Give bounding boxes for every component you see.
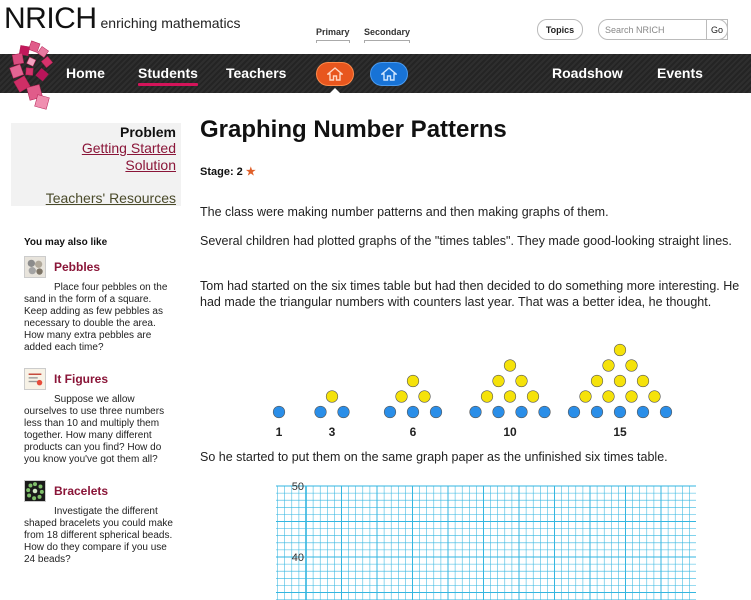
counter-dot [273, 406, 285, 418]
counter-dot [591, 375, 603, 387]
triangle-label: 6 [409, 425, 417, 439]
triangle-label: 15 [613, 425, 627, 439]
nav-roadshow[interactable]: Roadshow [552, 65, 623, 81]
counter-dot [527, 391, 539, 403]
bracelets-thumbnail-icon[interactable] [24, 480, 46, 502]
graph-paper [276, 478, 696, 600]
teachers-resources-link[interactable]: Teachers' Resources [45, 190, 176, 206]
counter-dot [637, 375, 649, 387]
counter-dot [649, 391, 661, 403]
nav-students[interactable]: Students [138, 65, 198, 81]
intro-paragraph: The class were making number patterns and then making graphs of them. [200, 205, 609, 219]
counter-dot [430, 406, 442, 418]
may-also-like-heading: You may also like [24, 237, 108, 248]
solution-link[interactable]: Solution [125, 157, 176, 173]
triangle-label: 1 [275, 425, 283, 439]
counter-dot [637, 406, 649, 418]
counter-dot [516, 406, 528, 418]
nav-home[interactable]: Home [66, 65, 105, 81]
related-description: Place four pebbles on the sand in the form of a square. Keep adding as few pebbles as necessary to double the area. How many extra pebbles are added each time? [24, 282, 168, 353]
counter-dot [568, 406, 580, 418]
nav-teachers[interactable]: Teachers [226, 65, 287, 81]
counter-dot [614, 344, 626, 356]
related-item [24, 480, 174, 566]
related-item [24, 256, 174, 354]
counter-dot [580, 391, 592, 403]
problem-tab: Problem [119, 124, 176, 140]
counter-dot [338, 406, 350, 418]
search-go-button[interactable]: Go [706, 19, 728, 40]
brand-tagline: enriching mathematics [100, 15, 241, 31]
related-title-bracelets[interactable]: Bracelets [54, 484, 109, 498]
stage-indicator [200, 165, 256, 178]
counter-dot [326, 391, 338, 403]
counter-dot [603, 391, 615, 403]
times-tables-paragraph: Several children had plotted graphs of the "times tables". They made good-looking straight lines. [200, 234, 732, 248]
counter-dot [493, 406, 505, 418]
triangle-label: 3 [328, 425, 336, 439]
counter-dot [614, 406, 626, 418]
counter-dot [481, 391, 493, 403]
counter-dot [660, 406, 672, 418]
counter-dot [407, 375, 419, 387]
secondary-home-button[interactable] [370, 62, 408, 86]
counter-dot [504, 360, 516, 372]
counter-dot [626, 360, 638, 372]
counter-dot [407, 406, 419, 418]
counter-dot [419, 391, 431, 403]
triangular-numbers-figure [258, 338, 678, 440]
triangle-label: 10 [503, 425, 517, 439]
secondary-label: Secondary [364, 27, 410, 43]
home-icon [327, 67, 343, 81]
counter-dot [516, 375, 528, 387]
related-item [24, 368, 174, 466]
counter-dot [603, 360, 615, 372]
it-figures-thumbnail-icon[interactable] [24, 368, 46, 390]
counter-dot [504, 391, 516, 403]
graph-paper-paragraph: So he started to put them on the same graph paper as the unfinished six times table. [200, 450, 668, 464]
star-icon: ★ [245, 166, 256, 178]
brand-name: NRICH [4, 2, 97, 35]
related-title-it-figures[interactable]: It Figures [54, 372, 109, 386]
primary-label: Primary [316, 27, 350, 43]
counter-dot [493, 375, 505, 387]
graph-y-label: 40 [291, 552, 304, 564]
counter-dot [539, 406, 551, 418]
getting-started-link[interactable]: Getting Started [81, 140, 176, 156]
counter-dot [384, 406, 396, 418]
active-level-pointer [329, 88, 341, 94]
counter-dot [591, 406, 603, 418]
home-icon [381, 67, 397, 81]
triangular-paragraph: Tom had started on the six times table but had then decided to do something more interesting. He had made the triangular numbers with counters last year. That was a better idea, he thought. [200, 279, 740, 309]
counter-dot [626, 391, 638, 403]
counter-dot [470, 406, 482, 418]
related-description: Investigate the different shaped bracelets you could make from 18 different spherical beads. How do they compare if you use 24 beads? [24, 506, 173, 565]
page-title: Graphing Number Patterns [200, 116, 507, 143]
counter-dot [315, 406, 327, 418]
related-title-pebbles[interactable]: Pebbles [54, 260, 101, 274]
primary-home-button[interactable] [316, 62, 354, 86]
site-brand[interactable] [4, 2, 241, 36]
graph-y-label: 50 [291, 481, 304, 493]
main-navbar [0, 54, 751, 93]
stage-label: Stage: 2 [200, 166, 243, 178]
counter-dot [396, 391, 408, 403]
pebbles-thumbnail-icon[interactable] [24, 256, 46, 278]
related-description: Suppose we allow ourselves to use three numbers less than 10 and multiply them together. How many different products can you find? How do you know you've got them all? [24, 394, 165, 465]
nrich-logo-icon[interactable] [8, 40, 54, 110]
counter-dot [614, 375, 626, 387]
topics-button[interactable]: Topics [537, 19, 583, 40]
nav-events[interactable]: Events [657, 65, 703, 81]
